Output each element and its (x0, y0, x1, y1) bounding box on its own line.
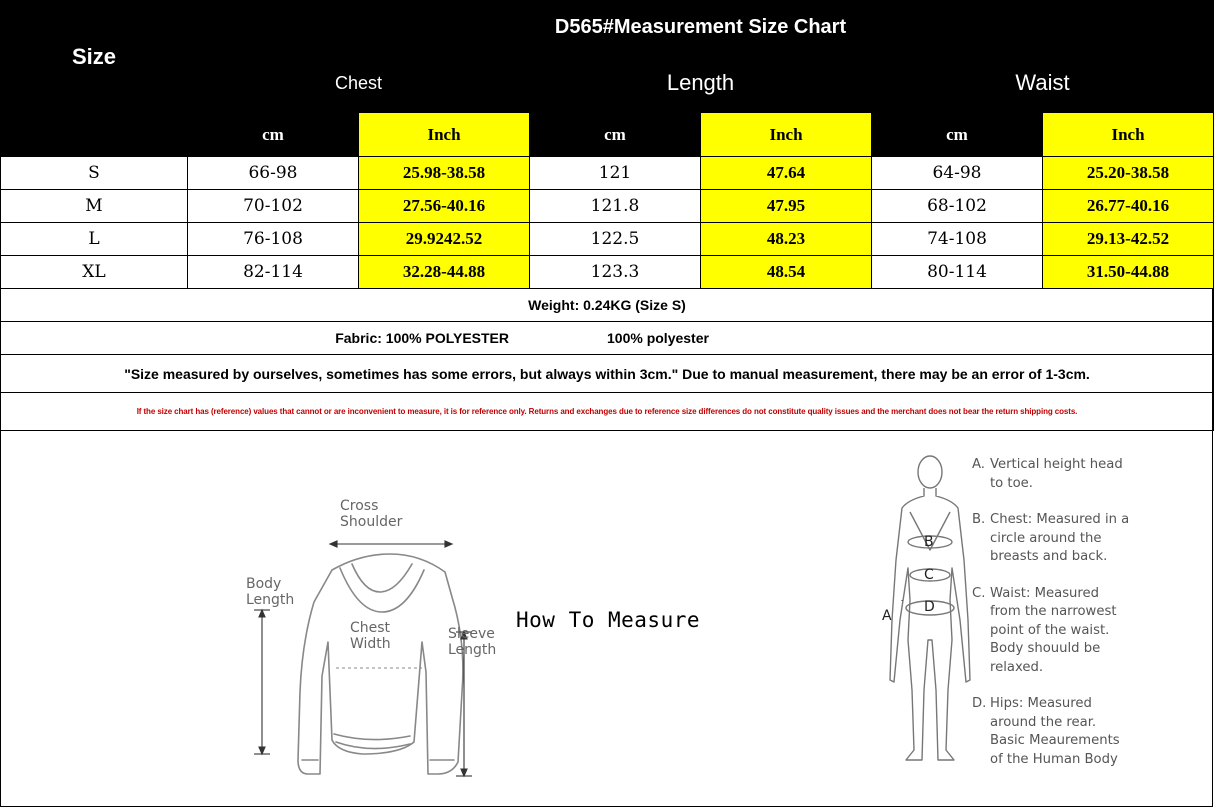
group-length: Length (530, 54, 872, 113)
chest-inch-cell: 32.28-44.88 (359, 256, 530, 289)
chest-inch-cell: 29.9242.52 (359, 223, 530, 256)
label-body-length: Length (246, 592, 295, 608)
how-to-measure-title: How To Measure (516, 608, 701, 632)
unit-chest-inch: Inch (359, 113, 530, 157)
legend-item-d: D. Hips: Measured around the rear. Basic Meaurements of the Human Body (972, 696, 1120, 767)
unit-length-inch: Inch (701, 113, 872, 157)
waist-cm-cell: 80-114 (872, 256, 1043, 289)
unit-waist-inch: Inch (1043, 113, 1214, 157)
waist-cm-cell: 74-108 (872, 223, 1043, 256)
chest-inch-cell: 27.56-40.16 (359, 190, 530, 223)
unit-chest-cm: cm (188, 113, 359, 157)
label-sleeve-length: Length (448, 642, 497, 658)
length-cm-cell: 121 (530, 157, 701, 190)
size-cell: S (1, 157, 188, 190)
table-row (1, 223, 1214, 256)
table-row (1, 190, 1214, 223)
legend-item-b: B. Chest: Measured in a circle around the breasts and back. (972, 512, 1130, 564)
group-chest: Chest (188, 54, 530, 113)
length-cm-cell: 122.5 (530, 223, 701, 256)
length-inch-cell: 47.95 (701, 190, 872, 223)
chart-title: D565#Measurement Size Chart (188, 1, 1214, 54)
reference-note: If the size chart has (reference) values that cannot or are inconvenient to measure, it is for reference only. Returns and exchanges due to reference size differences do not constitute quality issues and the merchant does not bear the return shipping costs. (1, 393, 1214, 431)
size-cell: M (1, 190, 188, 223)
group-waist: Waist (872, 54, 1214, 113)
measurement-disclaimer: "Size measured by ourselves, sometimes has some errors, but always within 3cm." Due to manual measurement, there may be an error of 1-3cm. (1, 355, 1214, 393)
table-row (1, 157, 1214, 190)
size-cell: L (1, 223, 188, 256)
label-b: B (924, 534, 934, 550)
weight-note: Weight: 0.24KG (Size S) (1, 289, 1214, 322)
label-a: A (882, 608, 892, 624)
fabric-label: Fabric: 100% POLYESTER (335, 330, 509, 346)
size-cell: XL (1, 256, 188, 289)
length-inch-cell: 47.64 (701, 157, 872, 190)
waist-inch-cell: 29.13-42.52 (1043, 223, 1214, 256)
label-shoulder: Shoulder (340, 514, 403, 530)
length-inch-cell: 48.54 (701, 256, 872, 289)
chest-cm-cell: 76-108 (188, 223, 359, 256)
table-row (1, 256, 1214, 289)
waist-cm-cell: 68-102 (872, 190, 1043, 223)
length-cm-cell: 123.3 (530, 256, 701, 289)
sweater-diagram (240, 492, 510, 792)
unit-length-cm: cm (530, 113, 701, 157)
label-body: Body (246, 576, 282, 592)
unit-waist-cm: cm (872, 113, 1043, 157)
label-cross: Cross (340, 498, 379, 514)
size-header: Size (1, 1, 188, 113)
label-d: D (924, 599, 935, 615)
legend-item-a: A. Vertical height head to toe. (972, 457, 1123, 491)
fabric-note (1, 322, 1214, 355)
how-to-measure-panel (0, 432, 1213, 806)
waist-inch-cell: 25.20-38.58 (1043, 157, 1214, 190)
waist-inch-cell: 31.50-44.88 (1043, 256, 1214, 289)
legend-item-c: C. Waist: Measured from the narrowest point of the waist. Body shouuld be relaxed. (972, 585, 1117, 675)
label-sleeve: Sleeve (448, 626, 495, 642)
size-header-spacer (1, 113, 188, 157)
fabric-value: 100% polyester (607, 330, 709, 346)
measurement-legend (972, 456, 1202, 787)
length-inch-cell: 48.23 (701, 223, 872, 256)
waist-inch-cell: 26.77-40.16 (1043, 190, 1214, 223)
chest-cm-cell: 66-98 (188, 157, 359, 190)
chest-cm-cell: 82-114 (188, 256, 359, 289)
label-chest: Chest (350, 620, 391, 636)
label-chest-width: Width (350, 636, 391, 652)
label-c: C (924, 567, 934, 583)
chest-cm-cell: 70-102 (188, 190, 359, 223)
length-cm-cell: 121.8 (530, 190, 701, 223)
chest-inch-cell: 25.98-38.58 (359, 157, 530, 190)
waist-cm-cell: 64-98 (872, 157, 1043, 190)
